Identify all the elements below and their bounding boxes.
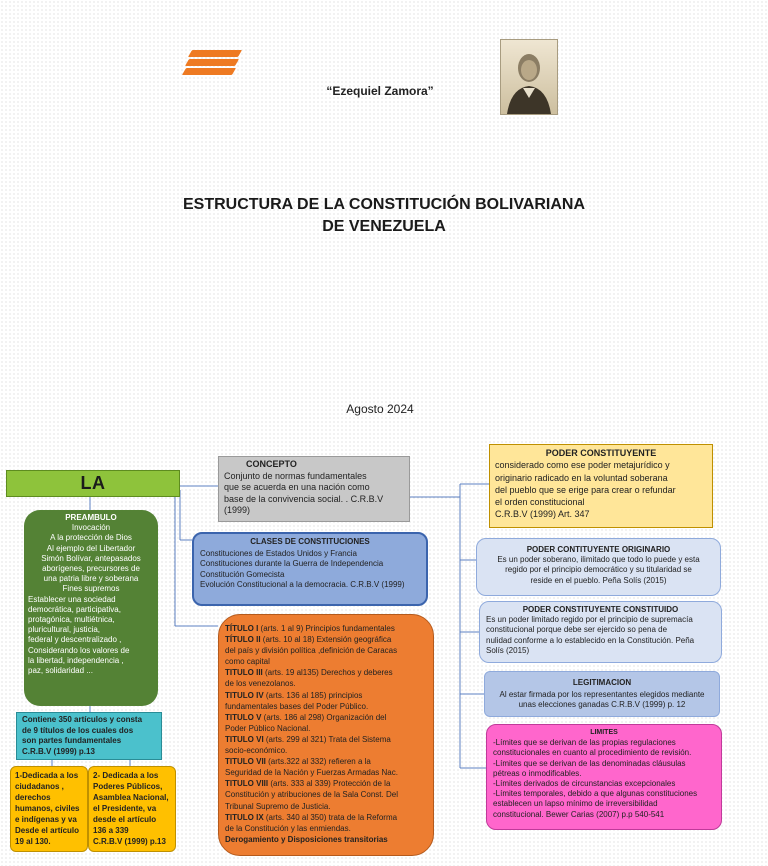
clases-constituciones-box: CLASES DE CONSTITUCIONES Constituciones de Estados Unidos y Francia Constituciones durante la Guerra de Independencia Constitución Gomecista Evolución Constitucional a la democracia. C.R.B.V (1999): [192, 532, 428, 606]
preambulo-heading: PREAMBULO: [65, 513, 117, 522]
root-node-la-constitucion: LA: [6, 470, 180, 497]
originario-heading: PODER CONTITUYENTE ORIGINARIO: [526, 545, 671, 554]
titulo-line: TITULO IX (arts. 340 al 350) trata de la Reforma: [225, 812, 398, 822]
titulo-line: Derogamiento y Disposiciones transitorias: [225, 834, 388, 844]
titulo-line: TITULO III (arts. 19 al135) Derechos y deberes: [225, 668, 393, 678]
page-title-line2: DE VENEZUELA: [322, 218, 446, 235]
poder-heading: PODER CONSTITUYENTE: [545, 448, 657, 458]
limites-heading: LIMITES: [590, 729, 618, 736]
page-title-line1: ESTRUCTURA DE LA CONSTITUCIÓN BOLIVARIANA: [182, 196, 586, 213]
titulo-line: TITULO VIII (arts. 333 al 339) Protección de la: [225, 779, 391, 789]
titulo-line: Poder Público Nacional.: [225, 723, 311, 733]
titulo-line: socio-económico.: [225, 746, 288, 756]
concepto-box: CONCEPTO Conjunto de normas fundamentales que se acuerda en una nación como base de la convivencia social. . C.R.B.V (1999): [218, 456, 410, 522]
originario-box: PODER CONTITUYENTE ORIGINARIO Es un poder soberano, ilimitado que todo lo puede y esta regido por el principio democrático y su titularidad se reside en el pueblo. Peña Solís (2015): [476, 538, 721, 596]
constituido-heading: PODER CONSTITUYENTE CONSTITUIDO: [522, 605, 679, 614]
titulo-line: Seguridad de la Nación y Fuerzas Armadas Nac.: [225, 768, 398, 778]
titulo-line: del país y división política ,definición de Caracas: [225, 646, 398, 656]
parte-1-box: 1-Dedicada a los ciudadanos , derechos humanos, civiles e indígenas y va Desde el artículo 19 al 130.: [10, 766, 88, 852]
titulo-line: TITULO VI (arts. 299 al 321) Trata del Sistema: [225, 734, 391, 744]
parte-2-box: 2- Dedicada a los Poderes Públicos, Asamblea Nacional, el Presidente, va desde el artículo 136 a 339 C.R.B.V (1999) p.13: [88, 766, 176, 852]
concepto-heading: CONCEPTO: [246, 459, 297, 469]
titulo-line: Tribunal Supremo de Justicia.: [225, 801, 331, 811]
titulo-line: TITULO IV (arts. 136 al 185) principios: [225, 690, 363, 700]
date-label: Agosto 2024: [346, 402, 414, 416]
constituido-box: PODER CONSTITUYENTE CONSTITUIDO Es un poder limitado regido por el principio de supremacía constitucional porque debe ser ejercido so pena de nulidad conforme a lo establecido en la Constitución. Peña Solís (2015): [479, 601, 722, 663]
titulos-box: [218, 614, 434, 856]
titulo-line: de los venezolanos.: [225, 679, 296, 689]
legitimacion-box: LEGITIMACION Al estar firmada por los representantes elegidos mediante unas elecciones ganadas C.R.B.V (1999) p. 12: [484, 671, 720, 717]
preambulo-box: PREAMBULO Invocación A la protección de Dios Al ejemplo del Libertador Simón Bolívar, antepasados aborígenes, precursores de una patria libre y soberana Fines supremos Establecer una sociedad democrática, participativa, protagónica, multiétnica, pluricultural, justicia, federal y descentralizado , Considerando los valores de la libertad, independencia , paz, solidaridad ...: [24, 510, 158, 706]
titulo-line: como capital: [225, 657, 270, 667]
titulo-line: de la Constitución y las enmiendas.: [225, 823, 351, 833]
titulo-line: fundamentales bases del Poder Público.: [225, 701, 369, 711]
clases-heading: CLASES DE CONSTITUCIONES: [250, 537, 370, 546]
limites-box: LIMITES -Límites que se derivan de las propias regulaciones constitucionales en cuanto al procedimiento de revisión. -Límites que se derivan de las denominadas cláusulas pétreas o inmodificables. -Límites derivados de circunstancias excepcionales -Límites temporales, debido a que algunas constituciones establecen un lapso mínimo de irreversibilidad constitucional. Bewer Carias (2007) p.p 540-541: [486, 724, 722, 830]
titulo-line: Constitución y atribuciones de la Sala Const. Del: [225, 790, 398, 800]
legitimacion-heading: LEGITIMACION: [572, 678, 632, 687]
articulos-box: Contiene 350 artículos y consta de 9 títulos de los cuales dos son partes fundamentales C.R.B.V (1999) p.13: [16, 712, 162, 760]
titulo-line: TITULO VII (arts.322 al 332) refieren a la: [225, 757, 371, 767]
titulo-line: TÍTULO II (arts. 10 al 18) Extensión geográfica: [225, 635, 392, 645]
poder-constituyente-box: PODER CONSTITUYENTE considerado como ese poder metajurídico y originario radicado en la voluntad soberana del pueblo que se erige para crear o refundar el orden constitucional C.R.B.V (1999) Art. 347: [489, 444, 713, 528]
institution-name: “Ezequiel Zamora”: [326, 84, 434, 98]
titulo-line: TÍTULO I (arts. 1 al 9) Principios fundamentales: [225, 624, 395, 633]
titulo-line: TITULO V (arts. 186 al 298) Organización del: [225, 712, 387, 722]
